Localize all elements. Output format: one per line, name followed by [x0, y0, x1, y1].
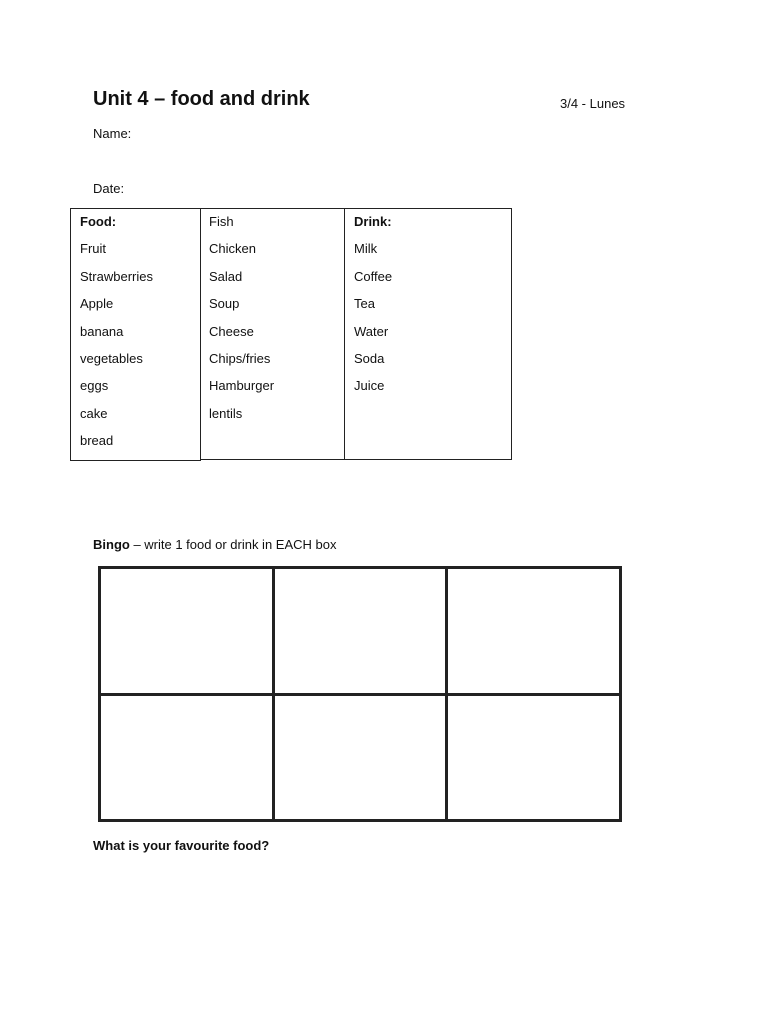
list-item: Chicken — [209, 241, 256, 257]
list-item: vegetables — [80, 350, 143, 366]
bingo-cell[interactable] — [275, 569, 446, 693]
more-food-list — [200, 209, 344, 434]
list-item: eggs — [80, 378, 109, 394]
list-item: Tea — [354, 296, 375, 312]
list-item: Strawberries — [80, 268, 153, 284]
bingo-instruction — [93, 537, 336, 552]
list-item: Fish — [209, 214, 234, 229]
bingo-cell[interactable] — [101, 569, 272, 693]
list-item: Apple — [80, 296, 114, 312]
list-item: Chips/fries — [209, 350, 271, 366]
list-item: Salad — [209, 268, 243, 284]
date-note: 3/4 - Lunes — [560, 96, 626, 111]
drink-heading: Drink: — [354, 214, 392, 229]
list-item: cake — [80, 405, 108, 421]
vocab-column-more-food — [200, 208, 345, 460]
bingo-cell[interactable] — [448, 696, 619, 820]
list-item: Soda — [354, 350, 385, 366]
date-label: Date: — [93, 181, 125, 196]
bingo-grid — [98, 566, 622, 822]
name-label: Name: — [93, 126, 132, 141]
food-list — [71, 209, 200, 462]
bingo-cell[interactable] — [101, 696, 272, 820]
list-item: Fruit — [80, 241, 106, 257]
list-item: banana — [80, 323, 124, 339]
page-title: Unit 4 – food and drink — [93, 88, 310, 110]
food-heading: Food: — [80, 214, 117, 229]
bingo-instruction-text: – write 1 food or drink in EACH box — [129, 537, 337, 552]
drink-list — [345, 209, 511, 407]
list-item: bread — [80, 433, 114, 449]
bingo-cell[interactable] — [448, 569, 619, 693]
bingo-label: Bingo — [93, 537, 130, 552]
list-item: lentils — [209, 405, 243, 421]
list-item: Water — [354, 323, 389, 339]
list-item: Soup — [209, 296, 240, 312]
list-item: Juice — [354, 378, 385, 394]
list-item: Coffee — [354, 268, 393, 284]
vocab-column-drink — [344, 208, 512, 460]
list-item: Hamburger — [209, 378, 275, 394]
list-item: Milk — [354, 241, 378, 257]
vocab-column-food — [70, 208, 201, 461]
bingo-cell[interactable] — [275, 696, 446, 820]
favourite-food-question: What is your favourite food? — [93, 838, 270, 853]
list-item: Cheese — [209, 323, 254, 339]
